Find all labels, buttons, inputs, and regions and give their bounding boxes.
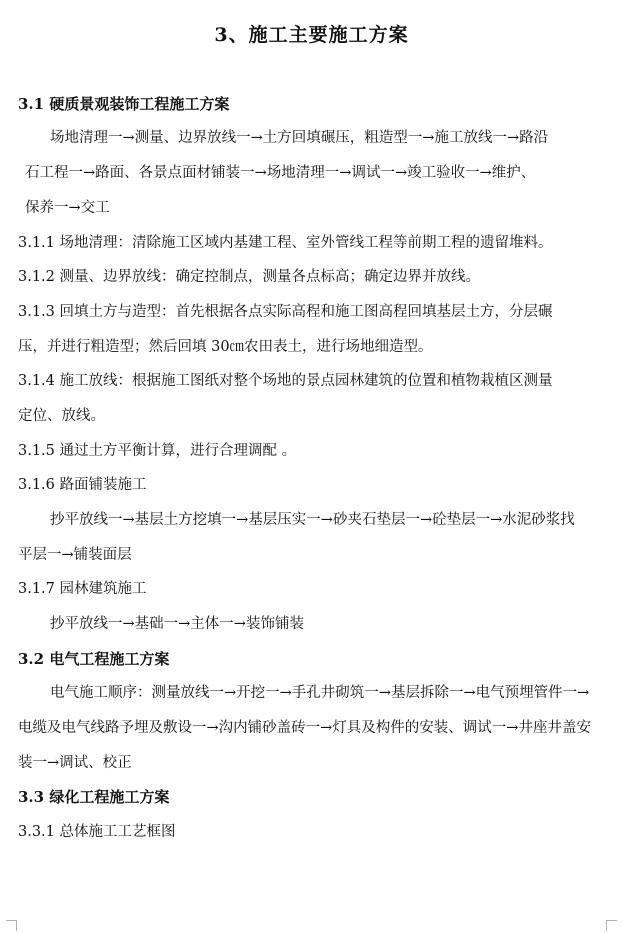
paragraph-line: 抄平放线一→基层土方挖填一→基层压实一→砂夹石垫层一→砼垫层一→水泥砂浆找 — [50, 512, 575, 528]
section-heading-3-2: 3.2 电气工程施工方案 — [18, 650, 170, 668]
paragraph-line: 场地清理一→测量、边界放线一→土方回填碾压，粗造型一→施工放线一→路沿 — [50, 130, 549, 146]
subsection-3-1-1: 3.1.1 场地清理：清除施工区域内基建工程、室外管线工程等前期工程的遗留堆料。 — [18, 235, 553, 251]
subsection-3-1-3: 3.1.3 回填土方与造型：首先根据各点实际高程和施工图高程回填基层土方，分层碾 — [18, 304, 553, 320]
subsection-3-1-5: 3.1.5 通过土方平衡计算，进行合理调配 。 — [18, 443, 297, 459]
paragraph-line: 定位、放线。 — [18, 408, 105, 424]
subsection-3-1-2: 3.1.2 测量、边界放线：确定控制点，测量各点标高；确定边界并放线。 — [18, 269, 481, 285]
paragraph-line: 石工程一→路面、各景点面材铺装一→场地清理一→调试一→竣工验收一→维护、 — [25, 165, 536, 181]
document-title: 3、施工主要施工方案 — [214, 24, 409, 46]
section-heading-3-3: 3.3 绿化工程施工方案 — [18, 788, 170, 806]
paragraph-line: 抄平放线一→基础一→主体一→装饰铺装 — [50, 616, 304, 632]
subsection-3-1-4: 3.1.4 施工放线：根据施工图纸对整个场地的景点园林建筑的位置和植物栽植区测量 — [18, 373, 553, 389]
subsection-3-3-1: 3.3.1 总体施工工艺框图 — [18, 824, 176, 840]
section-heading-3-1: 3.1 硬质景观装饰工程施工方案 — [18, 95, 230, 113]
paragraph-line: 电缆及电气线路予埋及敷设一→沟内铺砂盖砖一→灯具及构件的安装、调试一→井座井盖安 — [18, 720, 591, 736]
page-corner-mark — [606, 920, 617, 931]
paragraph-line: 装一→调试、校正 — [18, 755, 132, 771]
paragraph-line: 保养一→交工 — [25, 200, 110, 216]
paragraph-line: 电气施工顺序：测量放线一→开挖一→手孔井砌筑一→基层拆除一→电气预埋管件一→ — [50, 685, 590, 701]
paragraph-line: 压，并进行粗造型；然后回填 30㎝农田表土，进行场地细造型。 — [18, 339, 433, 355]
page-corner-mark — [6, 920, 17, 931]
paragraph-line: 平层一→铺装面层 — [18, 547, 132, 563]
subsection-3-1-6: 3.1.6 路面铺装施工 — [18, 477, 147, 493]
subsection-3-1-7: 3.1.7 园林建筑施工 — [18, 581, 147, 597]
